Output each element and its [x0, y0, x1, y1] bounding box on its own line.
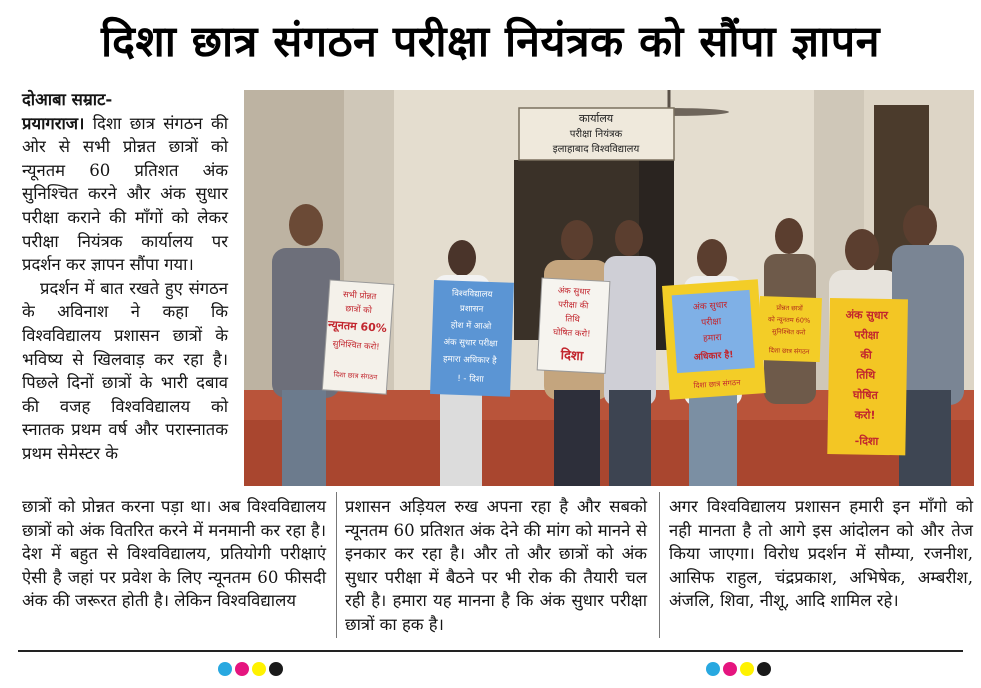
article-column-left [22, 88, 228, 466]
registration-dot-black [269, 662, 283, 676]
column-divider [659, 492, 660, 638]
registration-dot-magenta [723, 662, 737, 676]
headline: दिशा छात्र संगठन परीक्षा नियंत्रक को सौंपा ज्ञापन [100, 17, 880, 67]
placard-5 [758, 296, 822, 362]
office-sign [519, 108, 674, 160]
registration-dot-yellow [740, 662, 754, 676]
article-continuation-3: अगर विश्वविद्यालय प्रशासन हमारी इन माँगो को नही मानता है तो आगे इस आंदोलन को और तेज किया जाएगा। विरोध प्रदर्शन में सौम्या, रजनीश, आसिफ राहुल, चंद्रप्रकाश, अभिषेक, अम्बरीश, अंजलि, शिवा, नीशू, आदि शामिल रहे। [669, 497, 973, 611]
article-para-2: प्रदर्शन में बात रखते हुए संगठन के अविनाश ने कहा कि विश्वविद्यालय प्रशासन छात्रों के भविष्य से खिलवाड़ कर रहा है। पिछले दिनों छात्रों के भारी दबाव की वजह विश्वविद्यालय को स्नातक प्रथम वर्ष और परास्नातक प्रथम सेमेस्टर के [22, 278, 228, 463]
registration-dot-cyan [706, 662, 720, 676]
placard-4 [662, 279, 766, 399]
dateline: प्रयागराज। [22, 112, 85, 133]
registration-marks-right [706, 662, 771, 676]
placard-6 [827, 298, 908, 455]
bottom-rule [18, 650, 963, 652]
article-para-1-text: दिशा छात्र संगठन की ओर से सभी प्रोन्नत छात्रों को न्यूनतम 60 प्रतिशत अंक सुनिश्चित करने और अंक सुधार परीक्षा कराने की माँगों को लेकर परीक्षा नियंत्रक कार्यालय पर प्रदर्शन कर ज्ञापन सौंपा गया। [22, 113, 228, 275]
svg-text:अंक सुधार परीक्षा: अंक सुधार परीक्षा हमारा अधिकार है! दिशा छात्र संगठन [692, 300, 741, 391]
article-para-1 [22, 88, 228, 277]
office-sign-line-2: परीक्षा नियंत्रक [569, 129, 623, 140]
registration-dot-cyan [218, 662, 232, 676]
svg-text:विश्वविद्यालय प्रशासन: विश्वविद्यालय प्रशासन होश में आओ अंक सुधार परीक्षा हमारा अधिकार है ! - दिशा [442, 288, 498, 385]
column-divider [336, 492, 337, 638]
placard-2 [430, 280, 514, 397]
svg-text:अंक सुधार परीक्षा की: अंक सुधार परीक्षा की तिथि घोषित करो! दिशा [552, 285, 591, 365]
svg-text:प्रोन्नत छात्रों को न्: प्रोन्नत छात्रों को न्यूनतम 60% सुनिश्चित करो दिशा छात्र संगठन [767, 303, 811, 356]
svg-text:सभी प्रोन्नत छात्रों क: सभी प्रोन्नत छात्रों को न्यूनतम 60% सुनिश्चित करो! दिशा छात्र संगठन [327, 289, 388, 382]
article-continuation-2: प्रशासन अड़ियल रुख अपना रहा है और सबको न्यूनतम 60 प्रतिशत अंक देने की मांग को मानने से इनकार कर रहा है। और तो और छात्रों को अंक सुधार परीक्षा में बैठने पर भी रोक की तैयारी चल रही है। हमारा यह मानना है कि अंक सुधार परीक्षा छात्रों का हक है। [345, 497, 647, 634]
article-column-bottom-middle [345, 495, 647, 637]
registration-dot-yellow [252, 662, 266, 676]
registration-dot-magenta [235, 662, 249, 676]
news-photo [244, 90, 974, 486]
registration-marks-left [218, 662, 283, 676]
office-sign-line-3: इलाहाबाद विश्वविद्यालय [552, 144, 640, 155]
office-sign-line-1: कार्यालय [578, 112, 614, 125]
article-continuation-1: छात्रों को प्रोन्नत करना पड़ा था। अब विश्वविद्यालय छात्रों को अंक वितरित करने में मनमानी कर रहा है। देश में बहुत से विश्वविद्यालय, प्रतियोगी परीक्षाएं ऐसी है जहां पर प्रवेश के लिए न्यूनतम 60 फीसदी अंक की जरूरत होती है। लेकिन विश्वविद्यालय [22, 497, 326, 611]
placard-1 [322, 280, 394, 394]
svg-text:अंक सुधार परीक्षा: अंक सुधार परीक्षा की तिथि घोषित करो! -दिशा [845, 308, 889, 448]
article-column-bottom-right [669, 495, 973, 613]
article-column-bottom-left [22, 495, 326, 613]
byline: दोआबा सम्राट- [22, 89, 113, 109]
registration-dot-black [757, 662, 771, 676]
placard-3 [537, 278, 610, 373]
